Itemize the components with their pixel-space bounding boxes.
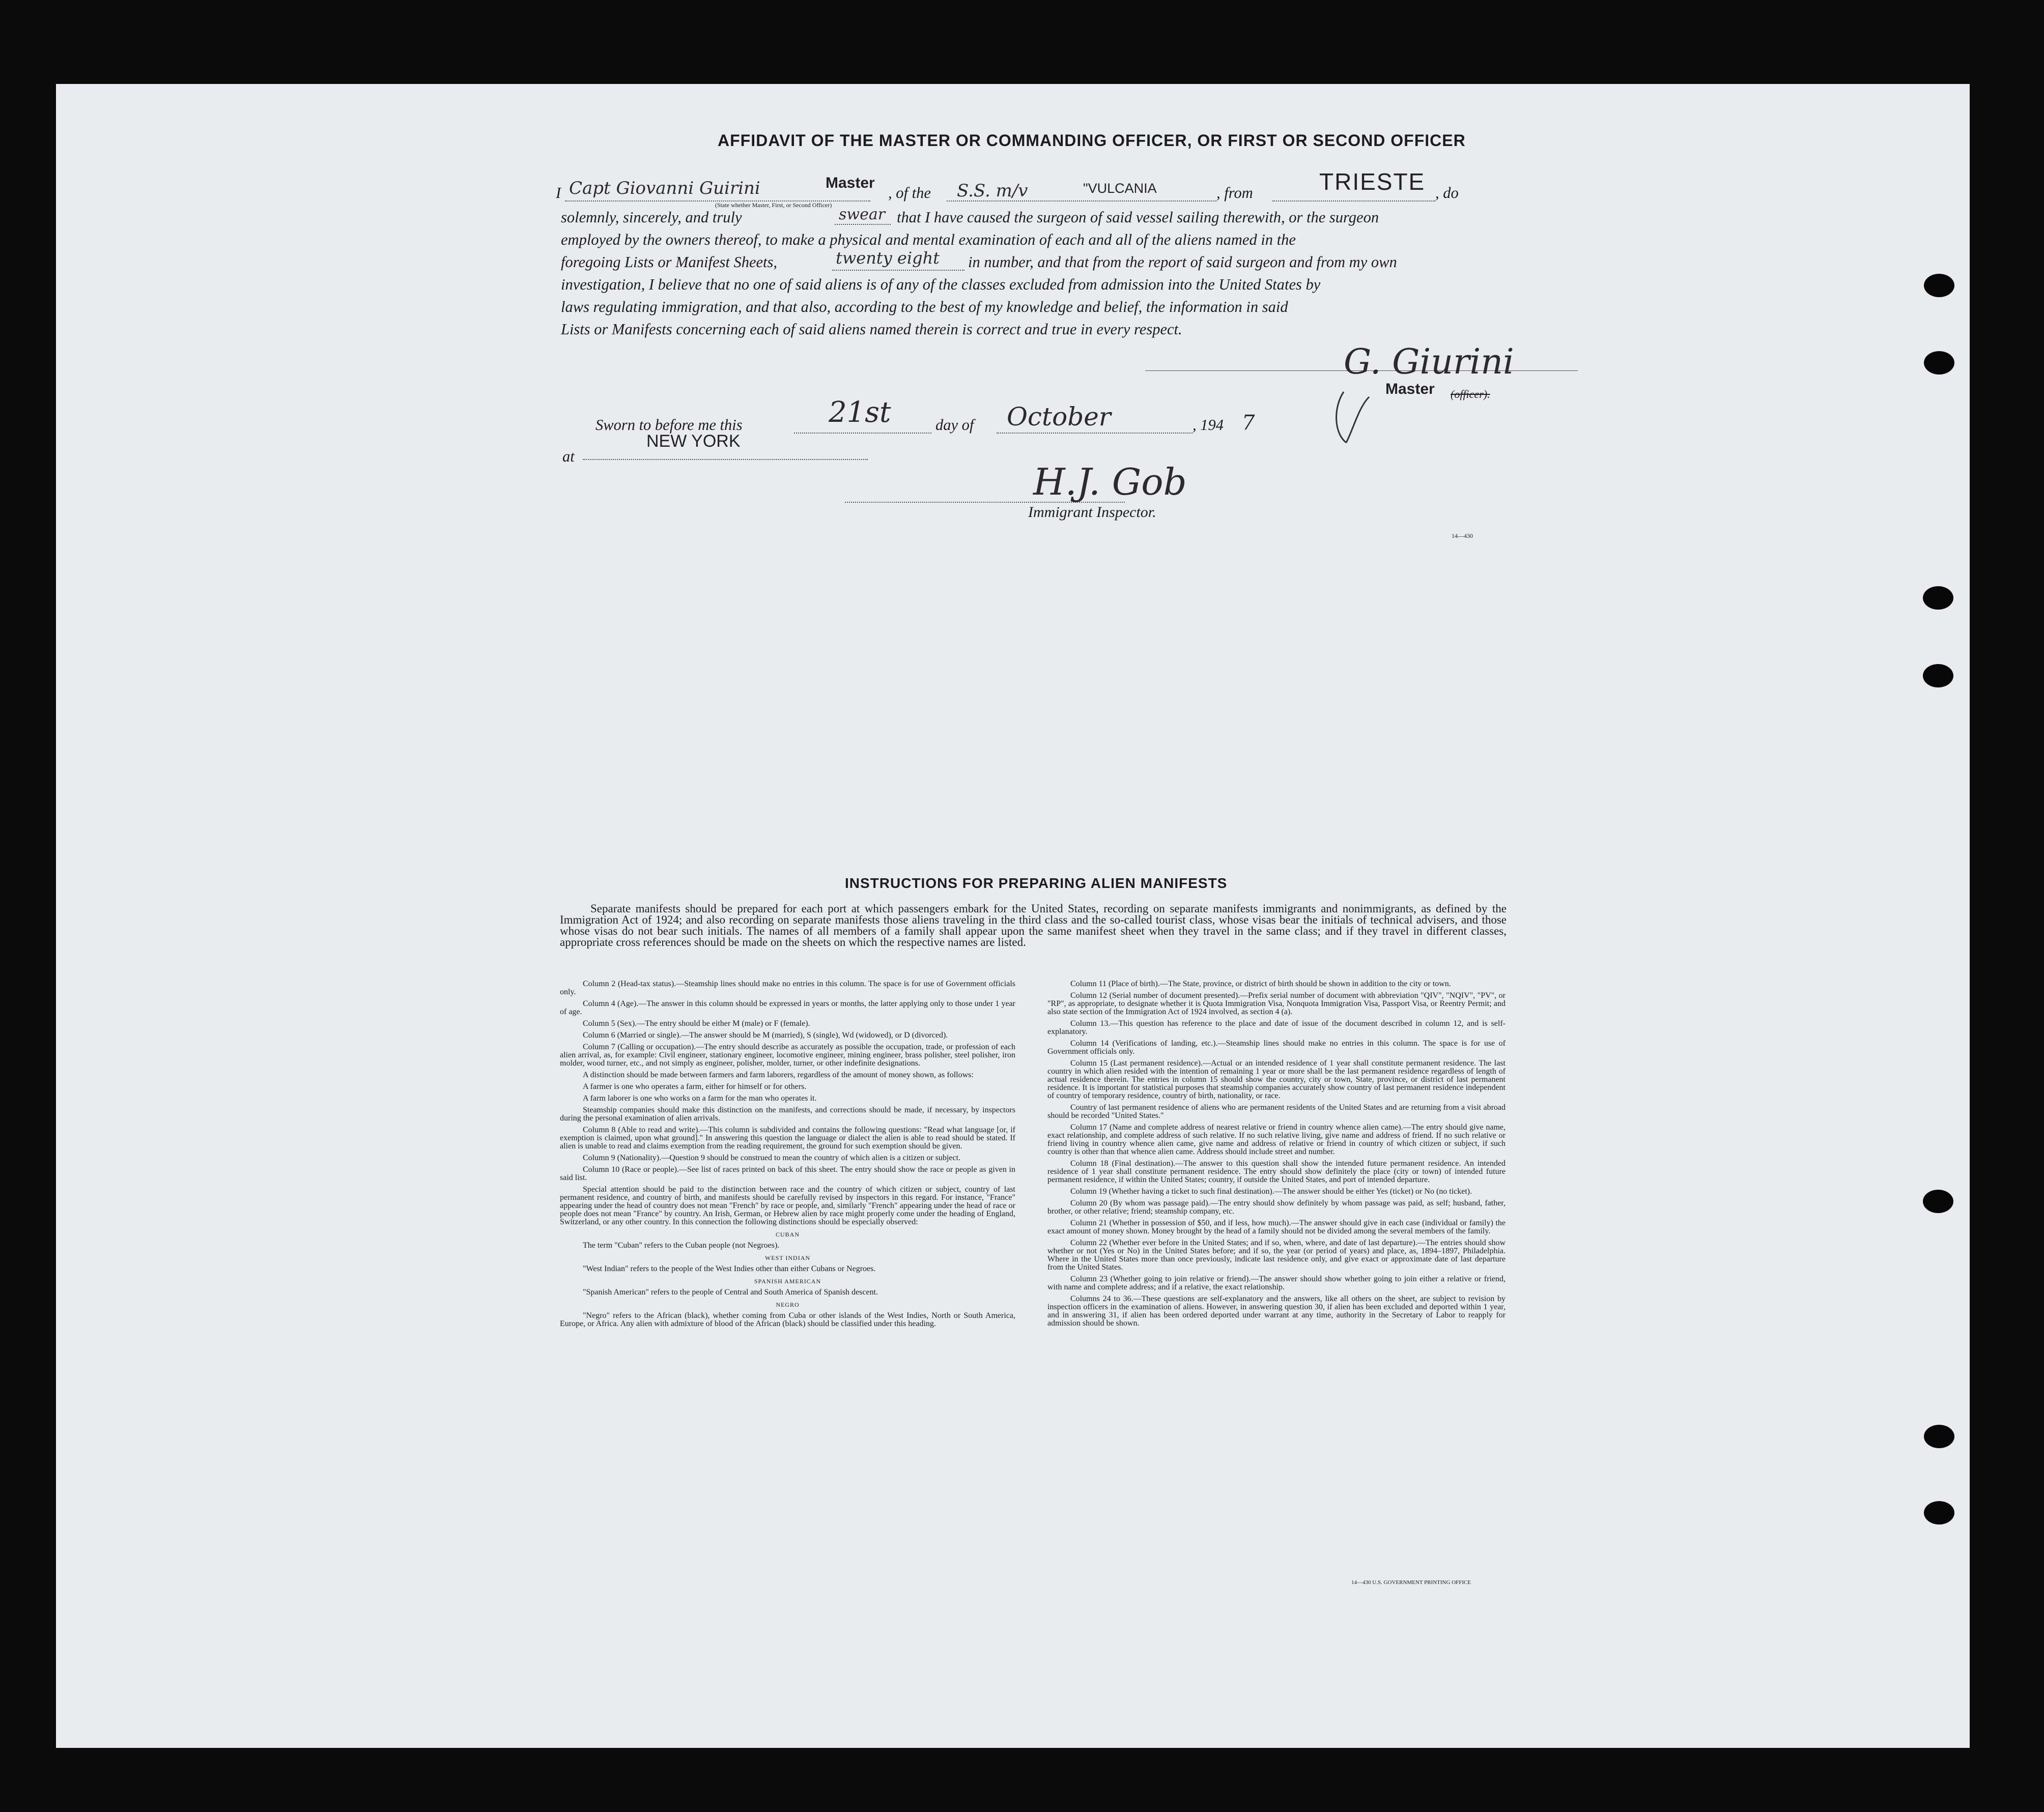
sworn-month: October (1007, 402, 1111, 432)
left-paragraph: Column 10 (Race or people).—See list of races printed on back of this sheet. The entry should show the race or people as given in said list. (560, 1165, 1015, 1182)
west-indian-definition: "West Indian" refers to the people of the West Indies other than either Cubans or Negroes. (583, 1264, 876, 1273)
punch-hole (1924, 351, 1954, 375)
sworn-place: NEW YORK (646, 432, 741, 451)
affidavit-line-2a: solemnly, sincerely, and truly (561, 209, 742, 226)
instructions-right-column (1047, 980, 1506, 1331)
right-paragraph: Column 22 (Whether ever before in the United States; and if so, when, where, and date of last departure).—The entries should show whether or not (Yes or No) in the United States before; and if so, the year (or period of years) and place, as, 1894–1897, Philadelphia. Where in the United States more than once previously, indicate last residence only, and give exact or approximate date of last departure from the United States. (1047, 1239, 1506, 1272)
heading-negro: NEGRO (776, 1301, 800, 1308)
inspector-signature: H.J. Gob (1033, 461, 1187, 503)
punch-hole (1924, 1425, 1954, 1448)
affidavit-line-3: employed by the owners thereof, to make a physical and mental examination of each and all of the aliens named in the (561, 231, 1296, 248)
affidavit-do: , do (1435, 184, 1459, 202)
right-paragraph: Column 19 (Whether having a ticket to such final destination).—The answer should be either Yes (ticket) or No (no ticket). (1070, 1187, 1472, 1196)
spanish-american-definition: "Spanish American" refers to the people of Central and South America of Spanish descent. (583, 1288, 878, 1297)
left-paragraph: A farmer is one who operates a farm, either for himself or for others. (583, 1082, 807, 1091)
affidavit-from: , from (1216, 184, 1253, 202)
right-paragraph: Column 17 (Name and complete address of nearest relative or friend in country whence alien came).—The entry should give name, exact relationship, and complete address of such relative. If no such relative living, give name and address of friend. If no such relative or friend living in country whence alien came, give name and address of relative or friend in country of which citizen or subject, if such country is other than that whence alien came. Address should include street and number. (1047, 1123, 1506, 1156)
left-paragraph: Column 9 (Nationality).—Question 9 should be construed to mean the country of which alien is a citizen or subject. (583, 1154, 961, 1162)
right-paragraph: Columns 24 to 36.—These questions are self-explanatory and the answers, like all others on the sheet, are subject to revision by inspection officers in the examination of aliens. However, in answering question 30, if alien has been excluded and deported within 1 year, and in answering 31, if alien has been ordered deported under warrant at any time, authority in the Secretary of Labor to reapply for admission should be shown. (1047, 1295, 1506, 1328)
instructions-intro: Separate manifests should be prepared for each port at which passengers embark for the United States, recording on separate manifests immigrants and nonimmigrants, as defined by the Immigration Act of 1924; and also recording on separate manifests those aliens traveling in the third class and the so-called tourist class, whose visas bear the initials of technical advisers, and those whose visas do not bear such initials. The names of all members of a family shall appear upon the same manifest sheet when they travel in the same class; and if they travel in different classes, appropriate cross references should be made on the sheets on which the respective names are listed. (560, 902, 1507, 948)
punch-hole (1923, 664, 1953, 687)
left-paragraph: A farm laborer is one who works on a farm for the man who operates it. (583, 1094, 817, 1103)
instructions-title: INSTRUCTIONS FOR PREPARING ALIEN MANIFESTS (845, 875, 1228, 891)
negro-definition: "Negro" refers to the African (black), whether coming from Cuba or other islands of the West Indies, North or South America, Europe, or Africa. Any alien with admixture of blood of the African (black) should be classified under this heading. (560, 1311, 1015, 1328)
sworn-label: Sworn to before me this (595, 416, 743, 434)
at-label: at (562, 448, 575, 465)
port-of-departure: TRIESTE (1319, 168, 1426, 195)
affidavit-of-the: , of the (888, 184, 931, 202)
left-paragraph: Column 6 (Married or single).—The answer should be M (married), S (single), Wd (widowed), or D (divorced). (583, 1031, 948, 1040)
left-paragraph: Column 5 (Sex).—The entry should be either M (male) or F (female). (583, 1019, 810, 1028)
heading-spanish-american: SPANISH AMERICAN (754, 1278, 821, 1285)
left-paragraph: Column 2 (Head-tax status).—Steamship lines should make no entries in this column. The space is for use of Government officials only. (560, 980, 1015, 996)
swear-word: swear (839, 206, 886, 223)
ship-name: "VULCANIA (1083, 181, 1157, 196)
left-paragraph: Column 7 (Calling or occupation).—The entry should describe as accurately as possible the occupation, trade, or profession of each alien arrival, as, for example: Civil engineer, stationary engineer, locomotive engineer, mining engineer, brass polisher, steel polisher, iron molder, wood turner, etc., and not simply as engineer, polisher, molder, turner, or other indefinite designations. (560, 1043, 1015, 1068)
rank-instruction: (State whether Master, First, or Second Officer) (715, 202, 832, 209)
ship-type: S.S. m/v (957, 181, 1028, 201)
punch-hole (1923, 1190, 1953, 1213)
right-paragraph: Column 15 (Last permanent residence).—Actual or an intended residence of 1 year shall constitute permanent residence. The last country in which alien resided with the intention of remaining 1 year or more shall be the last permanent residence regardless of length of actual residence therein. The entries in column 15 should show the country, city or town, State, province, or district of last permanent residence. It is important for statistical purposes that steamship companies accurately show country of last permanent residence independent of country of temporary residence, country of birth, nationality, or race. (1047, 1059, 1506, 1100)
left-paragraph: Steamship companies should make this distinction on the manifests, and corrections should be made, if necessary, by inspectors during the personal examination of alien arrivals. (560, 1106, 1015, 1123)
affidavit-line-4a: foregoing Lists or Manifest Sheets, (561, 253, 778, 271)
year-digit: 7 (1242, 411, 1255, 435)
affidavit-line-4b: in number, and that from the report of said surgeon and from my own (968, 253, 1397, 271)
affidavit-line-5: investigation, I believe that no one of said aliens is of any of the classes excluded from admission into the United States by (561, 276, 1321, 293)
affidavit-line-7: Lists or Manifests concerning each of said aliens named therein is correct and true in every respect. (561, 321, 1182, 338)
right-paragraph: Column 20 (By whom was passage paid).—The entry should show definitely by whom passage was paid, as self; husband, father, brother, or other relative; friend; steamship company, etc. (1047, 1199, 1506, 1216)
punch-hole (1924, 1501, 1954, 1525)
officer-label: (officer). (1451, 388, 1490, 400)
punch-hole (1924, 274, 1954, 297)
left-paragraph: Column 8 (Able to read and write).—This column is subdivided and contains the following questions: "Read what language [or, if exemption is claimed, upon what ground]." In answering this question the language or dialect the alien is able to read should be stated. If alien is unable to read and claims exemption from the reading requirement, the ground for such exemption should be given. (560, 1126, 1015, 1151)
master-signature: G. Giurini (1344, 342, 1514, 382)
rank-stamp: Master (826, 175, 875, 191)
punch-hole (1923, 586, 1953, 610)
right-paragraph: Column 21 (Whether in possession of $50, and if less, how much).—The answer should give in each case (individual or family) the exact amount of money shown. Money brought by the head of a family should not be divided among the several members of the family. (1047, 1219, 1506, 1235)
master-name: Capt Giovanni Guirini (569, 178, 760, 198)
printing-office-footer: 14—430 U.S. GOVERNMENT PRINTING OFFICE (1351, 1579, 1471, 1586)
affidavit-i: I (556, 184, 561, 202)
inspector-label: Immigrant Inspector. (1028, 504, 1156, 521)
sheet-count: twenty eight (836, 248, 940, 268)
form-number: 14—430 (1452, 532, 1473, 539)
heading-west-indian: WEST INDIAN (764, 1254, 811, 1261)
affidavit-line-6: laws regulating immigration, and that also, according to the best of my knowledge and belief, the information in said (561, 298, 1288, 315)
right-paragraph: Column 12 (Serial number of document presented).—Prefix serial number of document with abbreviation "QIV", "NQIV", "PV", or "RP", as appropriate, to designate whether it is Quota Immigration Visa, Nonquota Immigration Visa, Passport Visa, or Reentry Permit; and also state section of the Immigration Act of 1924 involved, as section 4 (a). (1047, 991, 1506, 1016)
instructions-left-column (560, 980, 1015, 1332)
right-paragraph: Country of last permanent residence of aliens who are permanent residents of the United States and are returning from a visit abroad should be recorded "United States." (1047, 1103, 1506, 1120)
signature-flourish (1323, 387, 1405, 448)
day-of-label: day of (935, 416, 974, 434)
master-label: Master (1385, 381, 1435, 397)
cuban-definition: The term "Cuban" refers to the Cuban people (not Negroes). (583, 1241, 780, 1250)
left-paragraph: Special attention should be paid to the distinction between race and the country of which citizen or subject, country of last permanent residence, and country of birth, and manifests should be carefully revised by inspectors in this regard. For instance, "France" appearing under the head of country does not mean "French" by race or people, and, similarly "French" appearing under the head of race or people does not mean "France" by country. An Irish, German, or Hebrew alien by race might properly come under the heading of England, Switzerland, or any other country. In this connection the following distinctions should be especially observed: (560, 1185, 1015, 1226)
right-paragraph: Column 13.—This question has reference to the place and date of issue of the document described in column 12, and is self-explanatory. (1047, 1019, 1506, 1036)
left-paragraph: A distinction should be made between farmers and farm laborers, regardless of the amount of money shown, as follows: (583, 1071, 974, 1079)
right-paragraph: Column 23 (Whether going to join relative or friend).—The answer should show whether going to join either a relative or friend, with name and complete address; and if a relative, the exact relationship. (1047, 1275, 1506, 1291)
affidavit-title: AFFIDAVIT OF THE MASTER OR COMMANDING OFFICER, OR FIRST OR SECOND OFFICER (718, 131, 1466, 150)
affidavit-line-2b: that I have caused the surgeon of said vessel sailing therewith, or the surgeon (897, 209, 1379, 226)
right-paragraph: Column 11 (Place of birth).—The State, province, or district of birth should be shown in addition to the city or town. (1070, 980, 1451, 988)
sworn-day: 21st (829, 396, 891, 429)
right-paragraph: Column 14 (Verifications of landing, etc.).—Steamship lines should make no entries in this column. The space is for use of Government officials only. (1047, 1039, 1506, 1056)
right-paragraph: Column 18 (Final destination).—The answer to this question shall show the intended future permanent residence. An intended residence of 1 year shall constitute permanent residence. The entry should show definitely the place (city or town) of intended future permanent residence, if within the United States; country, if outside the United States, and port of intended departure. (1047, 1159, 1506, 1184)
heading-cuban: CUBAN (775, 1231, 800, 1238)
left-paragraph: Column 4 (Age).—The answer in this column should be expressed in years or months, the latter applying only to those under 1 year of age. (560, 999, 1015, 1016)
year-prefix: , 194 (1193, 416, 1224, 434)
